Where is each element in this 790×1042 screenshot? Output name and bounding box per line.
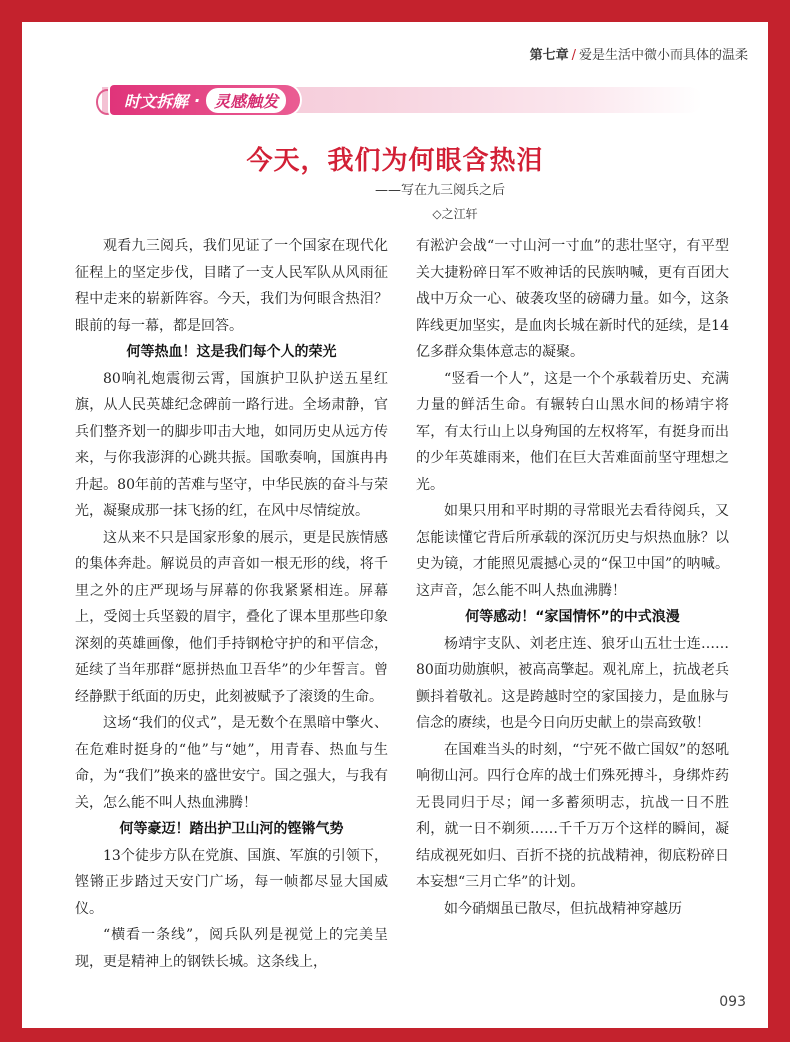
article-subtitle: ——写在九三阅兵之后 <box>374 183 505 198</box>
article-author: ◇之江轩 <box>432 207 478 221</box>
banner-label <box>110 85 300 115</box>
header-separator: / <box>571 48 576 63</box>
paragraph: 如果只用和平时期的寻常眼光去看待阅兵，又怎能读懂它背后所承载的深沉历史与炽热血脉？以史为镜，才能照见震撼心灵的“保卫中国”的呐喊。这声音，怎么能不叫人热血沸腾！ <box>416 503 729 599</box>
paragraph: “横看一条线”，阅兵队列是视觉上的完美呈现，更是精神上的钢铁长城。这条线上， <box>75 927 388 970</box>
section-heading: 何等豪迈！踏出护卫山河的铿锵气势 <box>119 821 344 837</box>
chapter-number: 第七章 <box>529 48 569 63</box>
page <box>22 22 768 1028</box>
section-heading: 何等热血！这是我们每个人的荣光 <box>126 344 337 360</box>
paragraph: 观看九三阅兵，我们见证了一个国家在现代化征程上的坚定步伐，目睹了一支人民军队从风雨征程中走来的崭新阵容。今天，我们为何眼含热泪？眼前的每一幕，都是回答。 <box>75 238 388 334</box>
article-title: 今天，我们为何眼含热泪 <box>246 146 544 176</box>
chapter-title: 爱是生活中微小而具体的温柔 <box>578 48 748 63</box>
paragraph: 有淞沪会战“一寸山河一寸血”的悲壮坚守，有平型关大捷粉碎日军不败神话的民族呐喊，更有百团大战中万众一心、破袭攻坚的磅礴力量。如今，这条阵线更加坚实，是血肉长城在新时代的延续，是14亿多群众集体意志的凝聚。 <box>416 238 729 360</box>
paragraph: 如今硝烟虽已散尽，但抗战精神穿越历 <box>444 900 682 917</box>
section-banner <box>102 85 702 115</box>
paragraph: 在国难当头的时刻，“宁死不做亡国奴”的怒吼响彻山河。四行仓库的战士们殊死搏斗，身绑炸药无畏同归于尽；闻一多蓄须明志，抗战一日不胜利，就一日不剃须……千千万万个这样的瞬间，凝结成视死如归、百折不挠的抗战精神，彻底粉碎日本妄想“三月亡华”的计划。 <box>416 741 729 890</box>
paragraph: 13个徒步方队在党旗、国旗、军旗的引领下，铿锵正步踏过天安门广场，每一帧都尽显大国威仪。 <box>75 847 388 917</box>
page-number: 093 <box>719 994 746 1010</box>
banner-main-text: 时文拆解 <box>124 91 189 111</box>
banner-dot: · <box>194 90 201 110</box>
section-heading: 何等感动！“家国情怀”的中式浪漫 <box>465 609 680 625</box>
left-column <box>75 233 388 975</box>
paragraph: “竖看一个人”，这是一个个承载着历史、充满力量的鲜活生命。有辗转白山黑水间的杨靖宇将军，有太行山上以身殉国的左权将军，有挺身而出的少年英雄雨来，他们在巨大苦难面前坚守理想之光。 <box>416 370 729 493</box>
right-column <box>416 233 729 922</box>
paragraph: 这从来不只是国家形象的展示，更是民族情感的集体奔赴。解说员的声音如一根无形的线，将千里之外的庄严现场与屏幕的你我紧紧相连。屏幕上，受阅士兵坚毅的眉宇，叠化了课本里那些印象深刻的英雄画像，他们手持钢枪守护的和平信念，延续了当年那群“愿拼热血卫吾华”的少年誓言。曾经静默于纸面的历史，此刻被赋予了滚烫的生命。 <box>75 529 388 705</box>
paragraph: 这场“我们的仪式”，是无数个在黑暗中擎火、在危难时挺身的“他”与“她”，用青春、热血与生命，为“我们”换来的盛世安宁。国之强大，与我有关，怎么能不叫人热血沸腾！ <box>75 715 388 811</box>
banner-sub-text: 灵感触发 <box>206 88 286 113</box>
paragraph: 80响礼炮震彻云霄，国旗护卫队护送五星红旗，从人民英雄纪念碑前一路行进。全场肃静，官兵们整齐划一的脚步叩击大地，如同历史从远方传来，与你我澎湃的心跳共振。国歌奏响，国旗冉冉升起。80年前的苦难与坚守，中华民族的奋斗与荣光，凝聚成那一抹飞扬的红，在风中尽情绽放。 <box>75 370 388 519</box>
paragraph: 杨靖宇支队、刘老庄连、狼牙山五壮士连……80面功勋旗帜，被高高擎起。观礼席上，抗战老兵颤抖着敬礼。这是跨越时空的家国接力，是血脉与信念的赓续，也是今日向历史献上的崇高致敬！ <box>416 635 729 731</box>
running-header <box>22 44 748 63</box>
